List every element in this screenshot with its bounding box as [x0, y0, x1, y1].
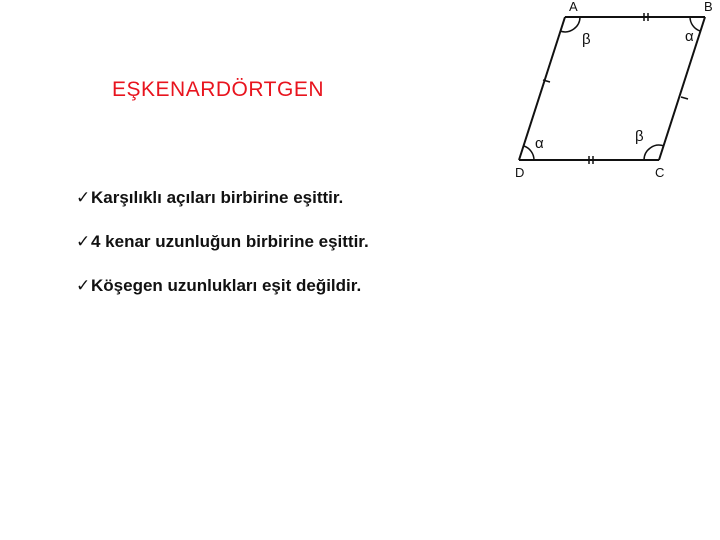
side-bc	[659, 17, 705, 160]
vertex-label-c: C	[655, 165, 665, 180]
property-item-diagonals	[76, 276, 361, 296]
property-text: 4 kenar uzunluğun birbirine eşittir.	[91, 232, 369, 251]
rhombus-diagram	[505, 0, 720, 185]
vertex-label-a: A	[569, 0, 578, 14]
check-icon: ✓	[76, 188, 91, 207]
vertex-label-d: D	[515, 165, 525, 180]
check-icon: ✓	[76, 276, 91, 295]
equal-side-ticks	[543, 13, 688, 164]
angle-label-alpha-d: α	[535, 135, 544, 152]
angle-label-beta-a: β	[582, 31, 591, 48]
check-icon: ✓	[76, 232, 91, 251]
property-item-angles	[76, 188, 343, 208]
property-text: Karşılıklı açıları birbirine eşittir.	[91, 188, 344, 207]
vertex-label-b: B	[704, 0, 713, 14]
angle-arc-d	[524, 146, 534, 160]
page-title: EŞKENARDÖRTGEN	[112, 78, 324, 101]
angle-label-alpha-b: α	[685, 28, 694, 45]
angle-label-beta-c: β	[635, 128, 644, 145]
property-text: Köşegen uzunlukları eşit değildir.	[91, 276, 362, 295]
property-item-sides	[76, 232, 369, 252]
